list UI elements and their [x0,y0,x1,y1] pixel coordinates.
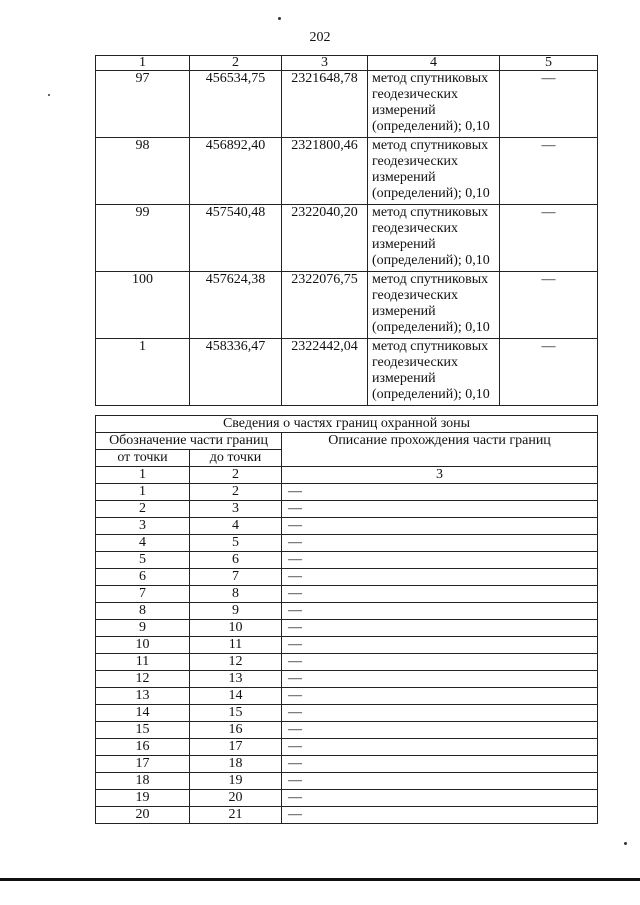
parts-title: Сведения о частях границ охранной зоны [96,416,598,433]
coordinates-table [95,55,598,406]
description-cell: — [282,569,598,586]
from-point-cell: 4 [96,535,190,552]
extra-cell: — [500,71,598,138]
point-cell: 97 [96,71,190,138]
description-cell: — [282,722,598,739]
from-point-cell: 7 [96,586,190,603]
description-cell: — [282,501,598,518]
method-line: измерений [372,371,436,386]
x-coordinate-cell: 457624,38 [190,272,282,339]
from-point-cell: 8 [96,603,190,620]
to-point-header: до точки [190,450,282,467]
table-row [96,722,598,739]
to-point-cell: 5 [190,535,282,552]
table-row [96,790,598,807]
to-point-cell: 14 [190,688,282,705]
x-coordinate-cell: 458336,47 [190,339,282,406]
y-coordinate-cell: 2322442,04 [282,339,368,406]
from-point-cell: 1 [96,484,190,501]
point-cell: 98 [96,138,190,205]
method-line: геодезических [372,288,459,303]
to-point-cell: 13 [190,671,282,688]
method-line: геодезических [372,154,459,169]
description-cell: — [282,790,598,807]
y-coordinate-cell: 2322076,75 [282,272,368,339]
to-point-cell: 3 [190,501,282,518]
header-cell: 2 [190,467,282,484]
from-point-cell: 18 [96,773,190,790]
method-cell [368,205,500,272]
y-coordinate-cell: 2322040,20 [282,205,368,272]
from-point-cell: 12 [96,671,190,688]
to-point-cell: 6 [190,552,282,569]
to-point-cell: 21 [190,807,282,824]
designation-header: Обозначение части границ [96,433,282,450]
method-line: (определений); 0,10 [372,186,490,201]
description-cell: — [282,807,598,824]
to-point-cell: 9 [190,603,282,620]
table-row [96,535,598,552]
from-point-cell: 13 [96,688,190,705]
from-point-cell: 6 [96,569,190,586]
method-line: метод спутниковых [372,272,489,287]
boundary-parts-table [95,415,598,824]
method-line: геодезических [372,221,459,236]
extra-cell: — [500,339,598,406]
description-cell: — [282,637,598,654]
coordinates-header-row [96,56,598,71]
header-cell: 1 [96,56,190,71]
method-line: геодезических [372,355,459,370]
to-point-cell: 2 [190,484,282,501]
description-cell: — [282,671,598,688]
to-point-cell: 7 [190,569,282,586]
header-cell: 3 [282,467,598,484]
method-line: измерений [372,170,436,185]
method-line: измерений [372,304,436,319]
description-cell: — [282,756,598,773]
x-coordinate-cell: 457540,48 [190,205,282,272]
page-number: 202 [309,30,331,45]
from-point-cell: 3 [96,518,190,535]
from-point-cell: 2 [96,501,190,518]
to-point-cell: 15 [190,705,282,722]
from-point-cell: 5 [96,552,190,569]
table-row [96,484,598,501]
description-cell: — [282,705,598,722]
description-cell: — [282,586,598,603]
footer-rule [0,878,640,881]
header-cell: 1 [96,467,190,484]
table-row [96,552,598,569]
from-point-cell: 14 [96,705,190,722]
description-cell: — [282,552,598,569]
from-point-cell: 11 [96,654,190,671]
description-cell: — [282,620,598,637]
description-cell: — [282,518,598,535]
method-line: (определений); 0,10 [372,320,490,335]
table-row [96,739,598,756]
method-line: метод спутниковых [372,205,489,220]
extra-cell: — [500,138,598,205]
to-point-cell: 4 [190,518,282,535]
table-row [96,518,598,535]
method-line: (определений); 0,10 [372,253,490,268]
to-point-cell: 16 [190,722,282,739]
point-cell: 1 [96,339,190,406]
extra-cell: — [500,272,598,339]
scan-speck [278,17,281,20]
header-cell: 5 [500,56,598,71]
table-row [96,705,598,722]
to-point-cell: 10 [190,620,282,637]
table-row [96,569,598,586]
method-line: геодезических [372,87,459,102]
from-point-cell: 16 [96,739,190,756]
table-row [96,654,598,671]
scan-speck [48,94,50,96]
method-cell [368,138,500,205]
from-point-cell: 15 [96,722,190,739]
table-row [96,501,598,518]
extra-cell: — [500,205,598,272]
method-line: (определений); 0,10 [372,387,490,402]
table-row [96,71,598,138]
from-point-cell: 19 [96,790,190,807]
description-cell: — [282,739,598,756]
from-point-cell: 17 [96,756,190,773]
from-point-header: от точки [96,450,190,467]
table-row [96,773,598,790]
description-cell: — [282,773,598,790]
method-cell [368,272,500,339]
to-point-cell: 19 [190,773,282,790]
method-line: метод спутниковых [372,138,489,153]
description-cell: — [282,654,598,671]
description-cell: — [282,603,598,620]
table-row [96,637,598,654]
method-line: метод спутниковых [372,339,489,354]
header-cell: 4 [368,56,500,71]
x-coordinate-cell: 456892,40 [190,138,282,205]
table-row [96,756,598,773]
method-line: метод спутниковых [372,71,489,86]
table-row [96,205,598,272]
description-cell: — [282,535,598,552]
parts-title-row [96,416,598,433]
to-point-cell: 20 [190,790,282,807]
table-row [96,339,598,406]
point-cell: 99 [96,205,190,272]
from-point-cell: 9 [96,620,190,637]
table-row [96,620,598,637]
table-row [96,603,598,620]
table-row [96,138,598,205]
from-point-cell: 10 [96,637,190,654]
table-row [96,688,598,705]
to-point-cell: 17 [190,739,282,756]
header-cell: 3 [282,56,368,71]
method-line: (определений); 0,10 [372,119,490,134]
parts-number-row [96,467,598,484]
to-point-cell: 18 [190,756,282,773]
method-line: измерений [372,237,436,252]
from-point-cell: 20 [96,807,190,824]
method-cell [368,339,500,406]
table-row [96,586,598,603]
to-point-cell: 12 [190,654,282,671]
description-header: Описание прохождения части границ [282,433,598,467]
y-coordinate-cell: 2321800,46 [282,138,368,205]
scan-speck [624,842,627,845]
x-coordinate-cell: 456534,75 [190,71,282,138]
y-coordinate-cell: 2321648,78 [282,71,368,138]
description-cell: — [282,484,598,501]
table-row [96,807,598,824]
method-line: измерений [372,103,436,118]
to-point-cell: 8 [190,586,282,603]
header-cell: 2 [190,56,282,71]
table-row [96,671,598,688]
table-row [96,272,598,339]
description-cell: — [282,688,598,705]
method-cell [368,71,500,138]
to-point-cell: 11 [190,637,282,654]
parts-header-row [96,433,598,450]
point-cell: 100 [96,272,190,339]
